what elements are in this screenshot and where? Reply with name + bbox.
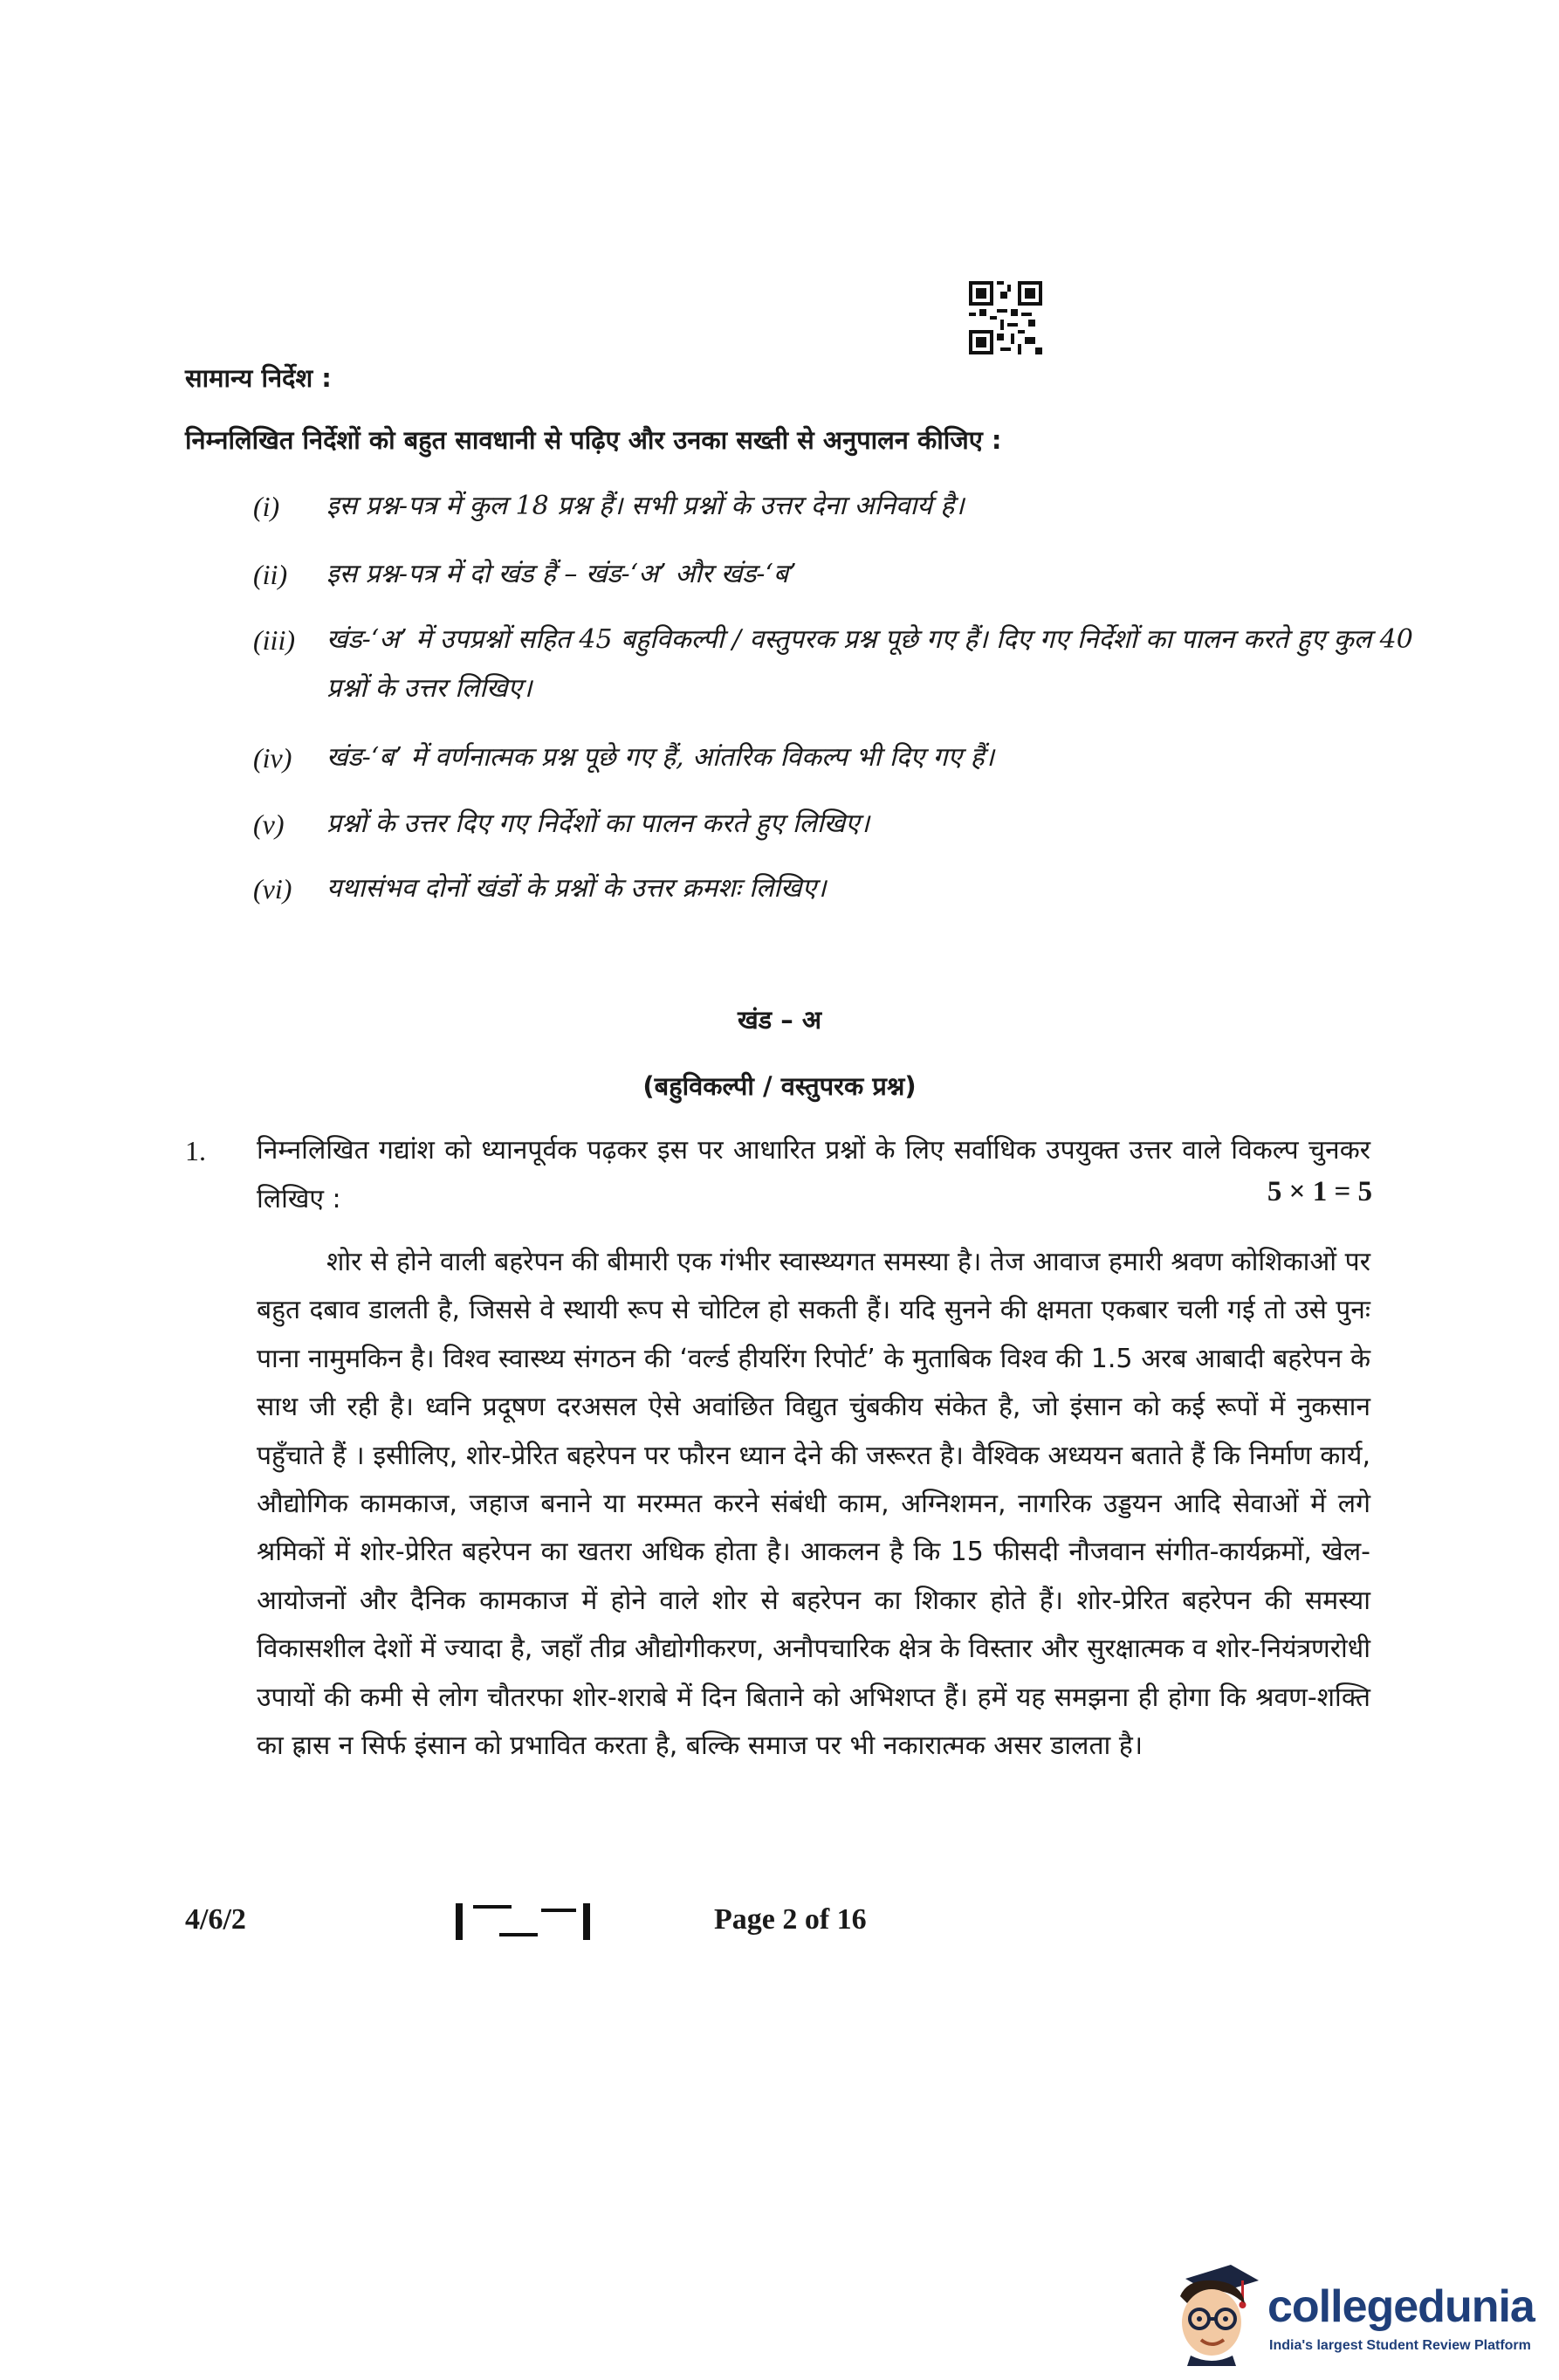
instruction-number: (vi) bbox=[253, 873, 292, 905]
instruction-text: इस प्रश्न-पत्र में कुल 18 प्रश्न हैं। सभी प्रश्नों के उत्तर देना अनिवार्य है। bbox=[326, 491, 965, 521]
instructions-intro: निम्नलिखित निर्देशों को बहुत सावधानी से पढ़िए और उनका सख्ती से अनुपालन कीजिए : bbox=[185, 425, 1002, 455]
instruction-number: (iii) bbox=[253, 624, 295, 656]
instruction-text: इस प्रश्न-पत्र में दो खंड हैं – खंड-‘अ’ और खंड-‘ब’ bbox=[326, 559, 797, 589]
brand-tagline: India's largest Student Review Platform bbox=[1269, 2338, 1531, 2353]
question-number: 1. bbox=[185, 1135, 206, 1166]
instruction-number: (iv) bbox=[253, 742, 292, 774]
collegedunia-watermark bbox=[1161, 2261, 1545, 2366]
passage-text: शोर से होने वाली बहरेपन की बीमारी एक गंभीर स्वास्थ्यगत समस्या है। तेज आवाज हमारी श्रवण कोशिकाओं पर बहुत दबाव डालती है, जिससे वे स्थायी रूप से चोटिल हो सकती हैं। यदि सुनने की क्षमता एकबार चली गई तो उसे पुनः पाना नामुमकिन है। विश्व स्वास्थ्य संगठन की ‘वर्ल्ड हीयरिंग रिपोर्ट’ के मुताबिक विश्व की 1.5 अरब आबादी बहरेपन के साथ जी रही है। ध्वनि प्रदूषण दरअसल ऐसे अवांछित विद्युत चुंबकीय संकेत है, जो इंसान को कई रूपों में नुकसान पहुँचाते हैं । इसीलिए, शोर-प्रेरित बहरेपन पर फौरन ध्यान देने की जरूरत है। वैश्विक अध्ययन बताते हैं कि निर्माण कार्य, औद्योगिक कामकाज, जहाज बनाने या मरम्मत करने संबंधी काम, अग्निशमन, नागरिक उड्डयन आदि सेवाओं में लगे श्रमिकों में शोर-प्रेरित बहरेपन का खतरा अधिक होता है। आकलन है कि 15 फीसदी नौजवान संगीत-कार्यक्रमों, खेल-आयोजनों और दैनिक कामकाज में होने वाले शोर से बहरेपन का शिकार होते हैं। शोर-प्रेरित बहरेपन की समस्या विकासशील देशों में ज्यादा है, जहाँ तीव्र औद्योगीकरण, अनौपचारिक क्षेत्र के विस्तार और सुरक्षात्मक व शोर-नियंत्रणरोधी उपायों की कमी से लोग चौतरफा शोर-शराबे में दिन बिताने को अभिशप्त हैं। हमें यह समझना ही होगा कि श्रवण-शक्ति का ह्रास न सिर्फ इंसान को प्रभावित करता है, बल्कि समाज पर भी नकारात्मक असर डालता है। bbox=[257, 1247, 1370, 1762]
question-text: निम्नलिखित गद्यांश को ध्यानपूर्वक पढ़कर इस पर आधारित प्रश्नों के लिए सर्वाधिक उपयुक्त उत्तर वाले विकल्प चुनकर लिखिए : bbox=[257, 1135, 1370, 1214]
brand-name: collegedunia bbox=[1267, 2281, 1535, 2332]
paper-code: 4/6/2 bbox=[185, 1903, 246, 1936]
barcode-icon bbox=[454, 1902, 594, 1943]
page-number: Page 2 of 16 bbox=[714, 1903, 867, 1936]
instruction-text: प्रश्नों के उत्तर दिए गए निर्देशों का पालन करते हुए लिखिए। bbox=[326, 808, 870, 839]
question-marks: 5 × 1 = 5 bbox=[1267, 1176, 1372, 1207]
instruction-text: खंड-‘अ’ में उपप्रश्नों सहित 45 बहुविकल्पी / वस्तुपरक प्रश्न पूछे गए हैं। दिए गए निर्देशों का पालन करते हुए कुल 40 प्रश्नों के उत्तर लिखिए। bbox=[326, 624, 1413, 704]
instruction-number: (v) bbox=[253, 808, 285, 840]
mascot-logo-icon bbox=[1161, 2261, 1262, 2366]
instruction-number: (ii) bbox=[253, 559, 288, 590]
section-subtitle: (बहुविकल्पी / वस्तुपरक प्रश्न) bbox=[642, 1071, 917, 1101]
general-instructions-title: सामान्य निर्देश : bbox=[185, 363, 332, 393]
instruction-text: खंड-‘ब’ में वर्णनात्मक प्रश्न पूछे गए हैं, आंतरिक विकल्प भी दिए गए हैं। bbox=[326, 742, 994, 773]
section-title: खंड – अ bbox=[737, 1005, 822, 1035]
qr-code bbox=[969, 281, 1042, 354]
instruction-text: यथासंभव दोनों खंडों के प्रश्नों के उत्तर क्रमशः लिखिए। bbox=[326, 873, 827, 904]
instruction-number: (i) bbox=[253, 491, 280, 522]
